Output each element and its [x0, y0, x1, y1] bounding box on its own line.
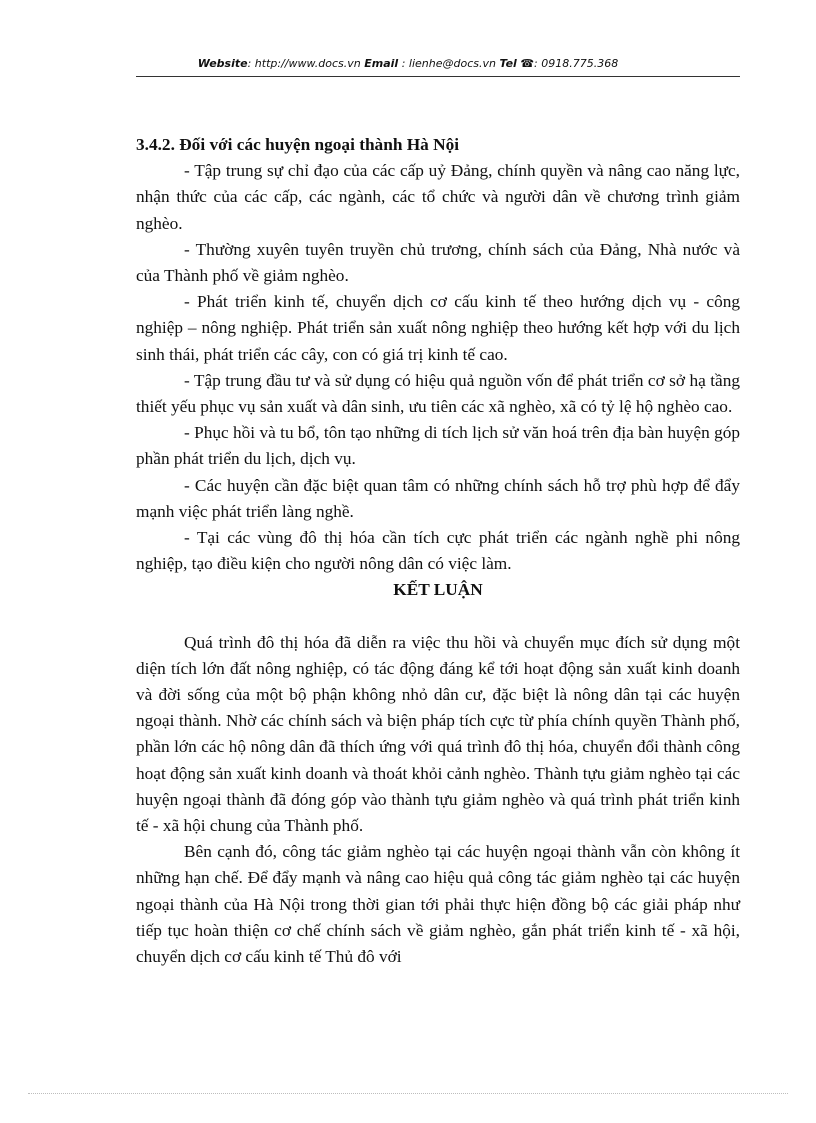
- conclusion-paragraph: Bên cạnh đó, công tác giảm nghèo tại các huyện ngoại thành vẫn còn không ít những hạn chế. Để đẩy mạnh và nâng cao hiệu quả công tác giảm nghèo tại các huyện ngoại thành của Hà Nội trong thời gian tới phải thực hiện đồng bộ các giải pháp như tiếp tục hoàn thiện cơ chế chính sách về giảm nghèo, gắn phát triển kinh tế - xã hội, chuyển dịch cơ cấu kinh tế Thủ đô với: [136, 842, 740, 967]
- website-value: : http://www.docs.vn: [247, 57, 361, 70]
- tel-label: Tel: [499, 57, 517, 70]
- conclusion-title: KẾT LUẬN: [393, 580, 483, 600]
- document-body: [136, 132, 740, 970]
- email-value: : lienhe@docs.vn: [401, 57, 496, 70]
- section-paragraph: - Phục hồi và tu bổ, tôn tạo những di tích lịch sử văn hoá trên địa bàn huyện góp phần phát triển du lịch, dịch vụ.: [136, 423, 740, 469]
- email-label: Email: [364, 57, 399, 70]
- website-label: Website: [197, 57, 248, 70]
- header-divider: [136, 76, 740, 77]
- section-paragraph: - Thường xuyên tuyên truyền chủ trương, chính sách của Đảng, Nhà nước và của Thành phố về giảm nghèo.: [136, 239, 740, 286]
- section-paragraph: - Phát triển kinh tế, chuyển dịch cơ cấu kinh tế theo hướng dịch vụ - công nghiệp – nông nghiệp. Phát triển sản xuất nông nghiệp theo hướng kết hợp với du lịch sinh thái, phát triển các cây, con có giá trị kinh tế cao.: [136, 292, 740, 364]
- section-paragraph: - Tập trung đầu tư và sử dụng có hiệu quả nguồn vốn để phát triển cơ sở hạ tầng thiết yếu phục vụ sản xuất và dân sinh, ưu tiên các xã nghèo, xã có tỷ lệ hộ nghèo cao.: [136, 370, 740, 417]
- section-paragraph: - Các huyện cần đặc biệt quan tâm có những chính sách hỗ trợ phù hợp để đẩy mạnh việc phát triển làng nghề.: [136, 475, 740, 521]
- page-header: [0, 57, 816, 70]
- section-title: 3.4.2. Đối với các huyện ngoại thành Hà Nội: [136, 135, 460, 154]
- section-paragraph: - Tại các vùng đô thị hóa cần tích cực phát triển các ngành nghề phi nông nghiệp, tạo điều kiện cho người nông dân có việc làm.: [136, 528, 740, 574]
- page-bottom-divider: [28, 1093, 788, 1094]
- phone-icon: ☎: [520, 57, 535, 70]
- section-paragraph: - Tập trung sự chỉ đạo của các cấp uỷ Đảng, chính quyền và nâng cao năng lực, nhận thức của các cấp, các ngành, các tổ chức và người dân về chương trình giảm nghèo.: [136, 161, 740, 233]
- tel-value: : 0918.775.368: [534, 57, 619, 70]
- conclusion-paragraph: Quá trình đô thị hóa đã diễn ra việc thu hồi và chuyển mục đích sử dụng một diện tích lớn đất nông nghiệp, có tác động đáng kể tới hoạt động sản xuất kinh doanh và đời sống của một bộ phận không nhỏ dân cư, đặc biệt là nông dân tại các huyện ngoại thành. Nhờ các chính sách và biện pháp tích cực từ phía chính quyền Thành phố, phần lớn các hộ nông dân đã thích ứng với quá trình đô thị hóa, chuyển đổi thành công hoạt động sản xuất kinh doanh và thoát khỏi cảnh nghèo. Thành tựu giảm nghèo tại các huyện ngoại thành đã đóng góp vào thành tựu giảm nghèo và quá trình phát triển kinh tế - xã hội chung của Thành phố.: [136, 632, 740, 836]
